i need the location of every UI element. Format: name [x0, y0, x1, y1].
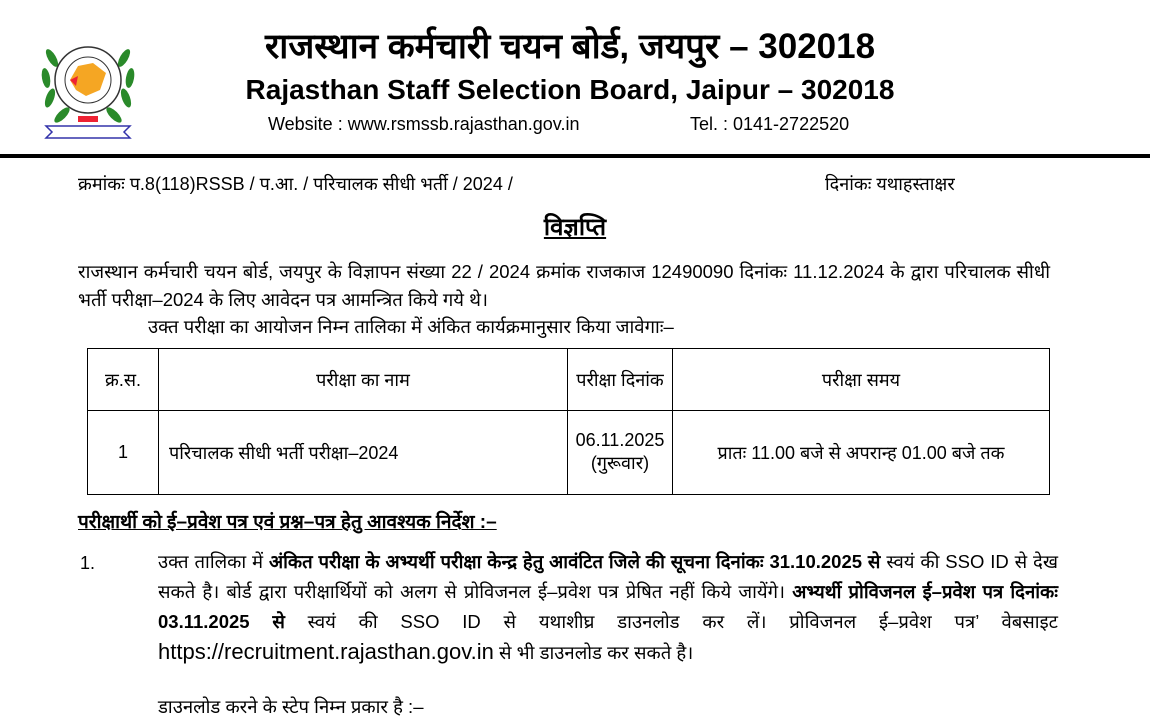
exam-date: 06.11.2025: [575, 430, 665, 450]
cell-sn: 1: [88, 411, 159, 495]
board-title-hindi: राजस्थान कर्मचारी चयन बोर्ड, जयपुर – 302018: [264, 27, 876, 66]
header-divider: [0, 154, 1150, 158]
header-exam-name: परीक्षा का नाम: [159, 349, 568, 411]
recruitment-url-link[interactable]: https://recruitment.rajasthan.gov.in: [158, 639, 494, 664]
bold-text: अंकित परीक्षा के अभ्यर्थी परीक्षा केन्द्र हेतु आवंटित जिले की सूचना दिनांकः 31.10.2025 से: [268, 551, 881, 572]
reference-date: दिनांकः यथाहस्ताक्षर: [825, 174, 955, 194]
website-text: Website : www.rsmssb.rajasthan.gov.in: [268, 114, 580, 134]
header-exam-time: परीक्षा समय: [673, 349, 1050, 411]
text: से भी डाउनलोड कर सकते है।: [493, 642, 694, 663]
instruction-number: 1.: [80, 553, 96, 573]
instruction-text: [158, 547, 1058, 668]
text: उक्त तालिका में: [158, 551, 269, 572]
table-row: [88, 411, 1050, 495]
rssb-logo: [38, 18, 138, 148]
reference-number: क्रमांकः प.8(118)RSSB / प.आ. / परिचालक सीधी भर्ती / 2024 /: [78, 174, 513, 194]
cell-exam-time: प्रातः 11.00 बजे से अपरान्ह 01.00 बजे तक: [673, 411, 1050, 495]
telephone-text: Tel. : 0141-2722520: [690, 114, 850, 134]
table-header-row: [88, 349, 1050, 411]
text: स्वयं की SSO ID से देख सकते है। बोर्ड द्वारा परीक्षार्थियों को अलग से प्रोविजनल ई–प्रवेश पत्र प्रेषित नहीं किये जायेंगे।: [158, 551, 1058, 602]
board-title-english: Rajasthan Staff Selection Board, Jaipur – 302018: [245, 74, 895, 105]
intro-schedule-line: उक्त परीक्षा का आयोजन निम्न तालिका में अंकित कार्यक्रमानुसार किया जावेगाः–: [148, 316, 674, 337]
header-exam-date: परीक्षा दिनांक: [568, 349, 673, 411]
intro-paragraph: राजस्थान कर्मचारी चयन बोर्ड, जयपुर के विज्ञापन संख्या 22 / 2024 क्रमांक राजकाज 12490090 दिनांकः 11.12.2024 के द्वारा परिचालक सीधी भर्ती परीक्षा–2024 के लिए आवेदन पत्र आमन्त्रित किये गये थे।: [78, 261, 1050, 310]
text: स्वयं की SSO ID से यथाशीघ्र डाउनलोड कर लें। प्रोविजनल ई–प्रवेश पत्र’ वेबसाइट: [284, 611, 1058, 632]
notice-title: विज्ञप्ति: [543, 214, 607, 241]
bold-text: अभ्यर्थी प्रोविजनल ई–प्रवेश पत्र दिनांकः 03.11.2025 से: [158, 581, 1058, 632]
cell-exam-date: [568, 411, 673, 495]
exam-day: (गुरूवार): [590, 453, 650, 473]
header-sn: क्र.स.: [88, 349, 159, 411]
exam-schedule-table: [87, 348, 1050, 495]
cell-exam-name: परिचालक सीधी भर्ती परीक्षा–2024: [159, 411, 568, 495]
steps-intro: डाउनलोड करने के स्टेप निम्न प्रकार है :–: [158, 696, 424, 717]
instructions-heading: परीक्षार्थी को ई–प्रवेश पत्र एवं प्रश्न–पत्र हेतु आवश्यक निर्देश :–: [78, 512, 497, 533]
